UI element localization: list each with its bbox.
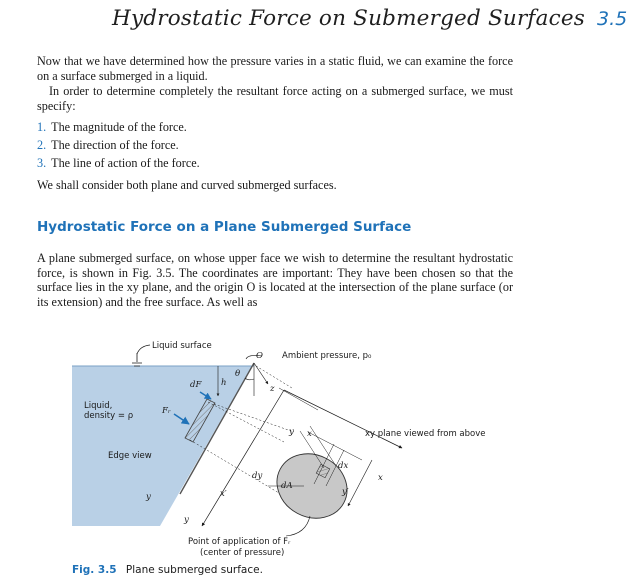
plan-view-surface bbox=[266, 426, 372, 530]
edge-view-label: Edge view bbox=[108, 451, 152, 461]
caption-text: Plane submerged surface. bbox=[125, 564, 263, 576]
h-label: h bbox=[221, 378, 227, 388]
dA-label: dA bbox=[281, 481, 293, 491]
z-axis-label: z bbox=[270, 384, 275, 394]
requirements-list bbox=[37, 118, 513, 172]
y-label-2: y bbox=[146, 492, 151, 502]
intro-paragraph-2: In order to determine completely the resultant force acting on a submerged surface, we must specify: bbox=[37, 84, 513, 113]
FR-label: Fᵣ bbox=[162, 406, 171, 416]
dy-label: dy bbox=[252, 471, 263, 481]
y-prime-label: y′ bbox=[342, 487, 349, 497]
caption-label: Fig. 3.5 bbox=[72, 564, 117, 576]
section-paragraph: A plane submerged surface, on whose upper face we wish to determine the resultant hydrostatic force, is shown in Fig. 3.5. The coordinates are important: They have been chosen so that the surface lies in the xy plane, and the origin O is located at the intersection of the plane surface (or its extension) and the free surface. As well as bbox=[37, 251, 513, 309]
center-of-pressure-line-2: (center of pressure) bbox=[200, 548, 285, 558]
y-label-1: y bbox=[289, 427, 294, 437]
intro-paragraph-1: Now that we have determined how the pressure varies in a static fluid, we can examine the force on a surface submerged in a liquid. bbox=[37, 54, 513, 83]
density-label: density = ρ bbox=[84, 411, 134, 421]
list-item: 2. The direction of the force. bbox=[37, 138, 179, 152]
x-label-1: x bbox=[307, 429, 312, 439]
liquid-region bbox=[72, 366, 252, 526]
center-of-pressure-line-1: Point of application of Fᵣ bbox=[188, 537, 291, 547]
liquid-label: Liquid, bbox=[84, 401, 113, 411]
page-header bbox=[112, 6, 627, 40]
section-number: 3.5 bbox=[597, 8, 627, 30]
liquid-surface-label: Liquid surface bbox=[152, 341, 212, 351]
origin-label: O bbox=[256, 351, 263, 361]
figure-caption bbox=[72, 564, 263, 576]
figure-plane-submerged-surface bbox=[72, 336, 550, 566]
plan-x-axis bbox=[284, 390, 402, 448]
center-of-pressure-leader bbox=[286, 516, 310, 536]
xy-plane-label: xy plane viewed from above bbox=[365, 429, 486, 439]
theta-label: θ bbox=[235, 369, 241, 379]
liquid-surface-leader bbox=[132, 353, 142, 366]
section-heading: Hydrostatic Force on a Plane Submerged Surface bbox=[37, 219, 412, 235]
ambient-pressure-label: Ambient pressure, p₀ bbox=[282, 351, 372, 361]
dF-label: dF bbox=[190, 380, 202, 390]
list-item: 3. The line of action of the force. bbox=[37, 156, 200, 170]
y-label-3: y bbox=[184, 515, 189, 525]
liquid-surface-curve bbox=[137, 345, 150, 354]
theta-arc bbox=[245, 378, 254, 380]
x-prime-label: x′ bbox=[220, 489, 227, 499]
list-item: 1. The magnitude of the force. bbox=[37, 120, 187, 134]
x-label-2: x bbox=[378, 473, 383, 483]
intro-paragraph-3: We shall consider both plane and curved submerged surfaces. bbox=[37, 178, 337, 192]
dx-label: dx bbox=[338, 461, 349, 471]
chapter-title: Hydrostatic Force on Submerged Surfaces bbox=[112, 6, 585, 31]
